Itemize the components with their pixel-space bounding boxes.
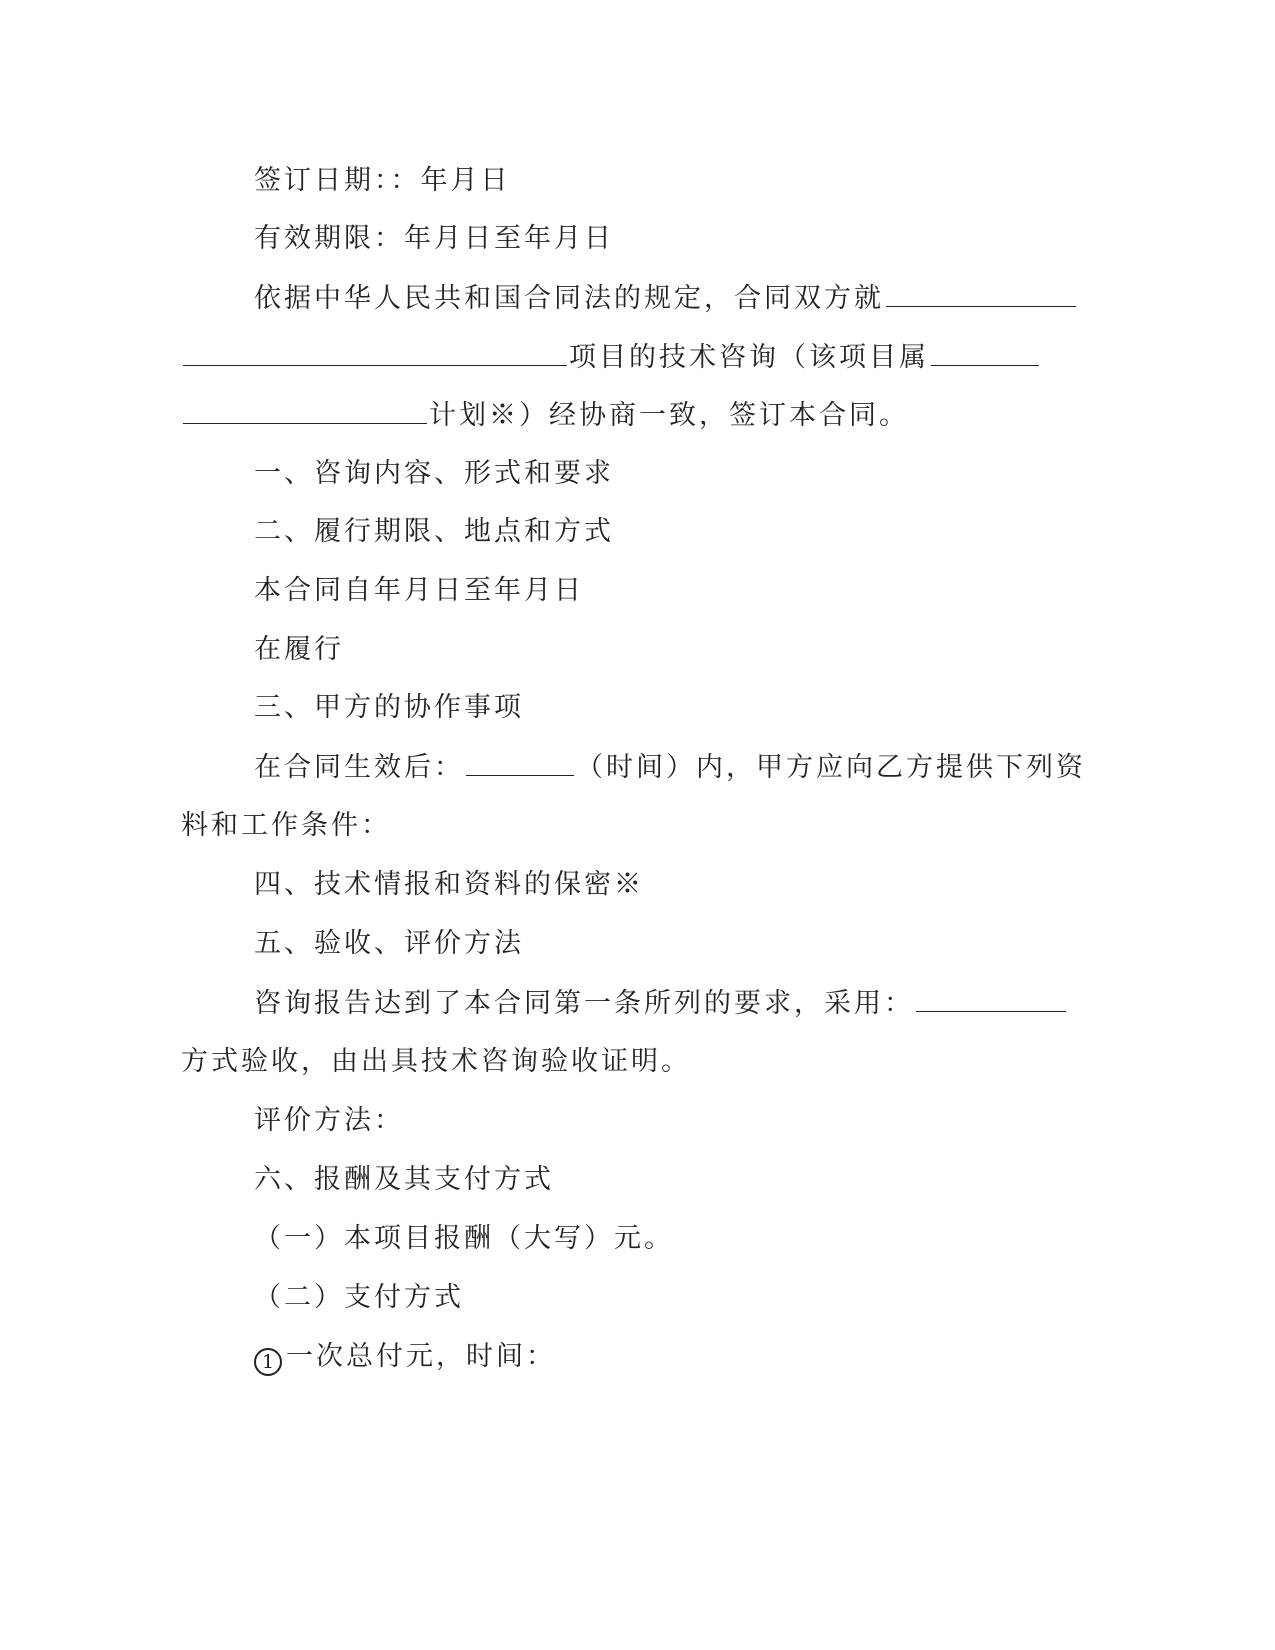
plan-name-blank	[931, 339, 1039, 366]
coop-line-1	[254, 749, 1086, 786]
accept-line-2: 方式验收，由出具技术咨询验收证明。	[181, 1046, 691, 1077]
coop-text-1a: 在合同生效后：	[254, 752, 464, 783]
eval-method-line: 评价方法：	[254, 1105, 404, 1136]
pay-text-3: 一次总付元，时间：	[286, 1341, 556, 1372]
place-line: 在履行	[254, 634, 344, 665]
coop-line-2: 料和工作条件：	[181, 810, 391, 841]
section-3-heading: 三、甲方的协作事项	[254, 692, 524, 723]
coop-text-1b: （时间）内，甲方应向乙方提供下列资	[576, 752, 1086, 783]
accept-text-1: 咨询报告达到了本合同第一条所列的要求，采用：	[254, 988, 914, 1019]
project-name-blank	[886, 280, 1076, 307]
section-2-heading: 二、履行期限、地点和方式	[254, 516, 614, 547]
sign-date-line: 签订日期：：年月日	[254, 165, 511, 196]
project-name-blank-cont	[183, 339, 567, 366]
intro-text-1: 依据中华人民共和国合同法的规定，合同双方就	[254, 283, 884, 314]
pay-line-2: （二）支付方式	[254, 1282, 464, 1313]
valid-period-line: 有效期限：年月日至年月日	[254, 223, 614, 254]
section-6-heading: 六、报酬及其支付方式	[254, 1164, 554, 1195]
intro-line-2	[181, 339, 1041, 376]
intro-text-3: 计划※）经协商一致，签订本合同。	[429, 400, 909, 431]
section-5-heading: 五、验收、评价方法	[254, 928, 524, 959]
intro-line-3	[181, 397, 909, 434]
period-line: 本合同自年月日至年月日	[254, 575, 584, 606]
intro-line-1	[254, 280, 1078, 317]
intro-text-2: 项目的技术咨询（该项目属	[569, 342, 929, 373]
section-4-heading: 四、技术情报和资料的保密※	[254, 869, 644, 900]
time-blank	[466, 749, 574, 776]
pay-line-3	[254, 1339, 556, 1376]
accept-method-blank	[916, 985, 1066, 1012]
pay-line-1: （一）本项目报酬（大写）元。	[254, 1223, 674, 1254]
circled-number-one: 1	[254, 1348, 282, 1376]
accept-line-1	[254, 985, 1068, 1022]
section-1-heading: 一、咨询内容、形式和要求	[254, 458, 614, 489]
plan-name-blank-cont	[183, 397, 427, 424]
